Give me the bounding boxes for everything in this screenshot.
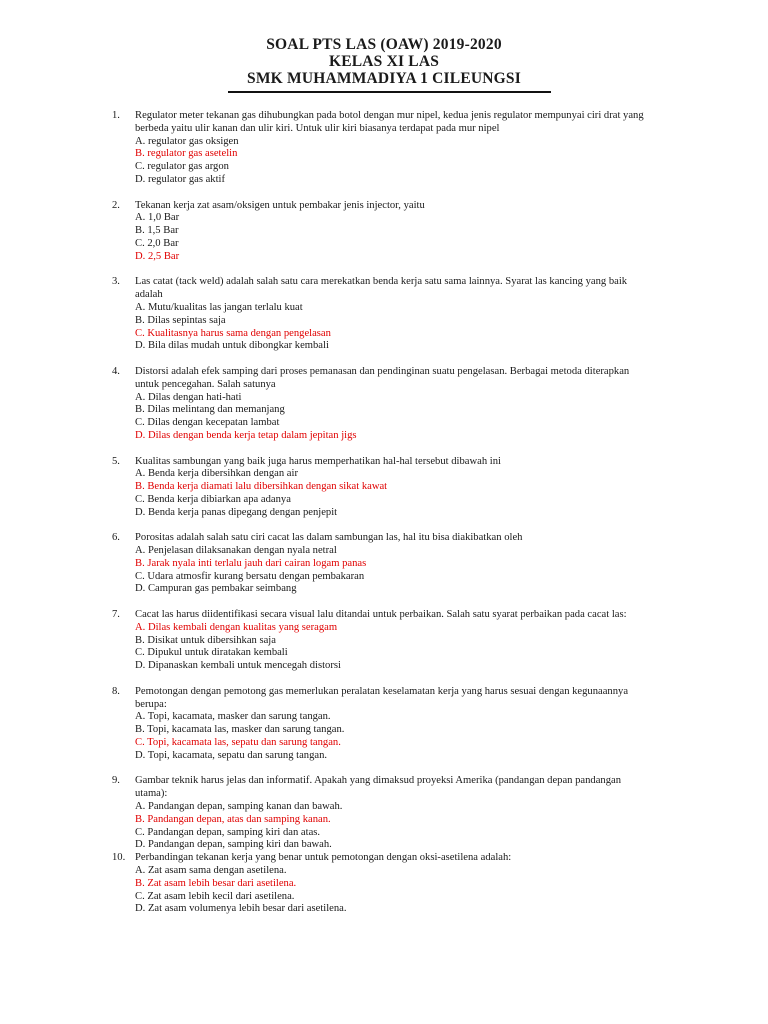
- answer-option-correct: B. regulator gas asetelin: [135, 148, 238, 160]
- question-stem: Las catat (tack weld) adalah salah satu cara merekatkan benda kerja satu sama lainnya. Syarat las kancing yang baik adalah: [135, 276, 628, 301]
- answer-option: B. 1,5 Bar: [135, 225, 179, 237]
- question-stem: Regulator meter tekanan gas dihubungkan pada botol dengan mur nipel, kedua jenis regulator mempunyai ciri drat yang berbeda yaitu ulir kanan dan ulir kiri. Untuk ulir kiri biasanya terdapat pada mur nipel: [135, 110, 644, 134]
- answer-option: B. Topi, kacamata las, masker dan sarung tangan.: [135, 724, 345, 736]
- answer-option: C. Dipukul untuk diratakan kembali: [135, 647, 288, 659]
- answer-option: C. Benda kerja dibiarkan apa adanya: [135, 493, 291, 505]
- question-spacer: [0, 187, 768, 200]
- question-stem: Perbandingan tekanan kerja yang benar untuk pemotongan dengan oksi-asetilena adalah:: [135, 852, 512, 864]
- question-stem: Kualitas sambungan yang baik juga harus memperhatikan hal-hal tersebut dibawah ini: [135, 455, 501, 467]
- answer-option: D. Topi, kacamata, sepatu dan sarung tangan.: [135, 749, 328, 761]
- question-spacer: [0, 763, 768, 776]
- answer-option-correct: D. 2,5 Bar: [135, 250, 180, 262]
- answer-option-correct: A. Dilas kembali dengan kualitas yang seragam: [135, 621, 338, 633]
- question-number: 7.: [112, 609, 120, 621]
- question-list: [0, 110, 768, 916]
- header-divider: [228, 91, 551, 93]
- question-1: [0, 110, 768, 187]
- answer-option-correct: B. Pandangan depan, atas dan samping kanan.: [135, 813, 331, 825]
- answer-option: D. Campuran gas pembakar seimbang: [135, 583, 297, 595]
- answer-option-correct: D. Dilas dengan benda kerja tetap dalam jepitan jigs: [135, 429, 357, 441]
- question-6: [0, 532, 768, 596]
- question-spacer: [0, 596, 768, 609]
- question-number: 5.: [112, 455, 120, 467]
- question-stem: Distorsi adalah efek samping dari proses pemanasan dan pendinginan suatu pengelasan. Berbagai metoda diterapkan untuk pencegahan. Salah satunya: [135, 365, 630, 390]
- answer-option-correct: B. Jarak nyala inti terlalu jauh dari cairan logam panas: [135, 557, 367, 569]
- answer-option: D. Benda kerja panas dipegang dengan penjepit: [135, 506, 338, 518]
- answer-option: D. regulator gas aktif: [135, 173, 226, 185]
- answer-option: B. Dilas melintang dan memanjang: [135, 404, 285, 416]
- question-number: 10.: [112, 852, 126, 864]
- question-10: [0, 852, 768, 916]
- answer-option: D. Bila dilas mudah untuk dibongkar kembali: [135, 340, 329, 352]
- question-number: 2.: [112, 199, 120, 211]
- question-4: [0, 366, 768, 443]
- answer-option: C. regulator gas argon: [135, 161, 229, 173]
- answer-option: C. Udara atmosfir kurang bersatu dengan pembakaran: [135, 570, 365, 582]
- answer-option: C. Dilas dengan kecepatan lambat: [135, 417, 280, 429]
- question-number: 6.: [112, 532, 120, 544]
- answer-option: A. Benda kerja dibersihkan dengan air: [135, 468, 298, 480]
- answer-option-correct: C. Topi, kacamata las, sepatu dan sarung tangan.: [135, 737, 341, 749]
- question-stem: Tekanan kerja zat asam/oksigen untuk pembakar jenis injector, yaitu: [135, 199, 425, 211]
- question-stem: Pemotongan dengan pemotong gas memerlukan peralatan keselamatan kerja yang harus sesuai dengan kegunaannya berupa:: [135, 685, 629, 710]
- document-header: [0, 36, 768, 87]
- question-7: [0, 609, 768, 673]
- answer-option-correct: C. Kualitasnya harus sama dengan pengelasan: [135, 327, 331, 339]
- answer-option: A. Zat asam sama dengan asetilena.: [135, 865, 287, 877]
- question-stem: Gambar teknik harus jelas dan informatif. Apakah yang dimaksud proyeksi Amerika (pandangan depan pandangan utama):: [135, 775, 621, 800]
- answer-option: A. Dilas dengan hati-hati: [135, 391, 242, 403]
- answer-option: B. Disikat untuk dibersihkan saja: [135, 634, 276, 646]
- question-number: 3.: [112, 276, 120, 288]
- question-spacer: [0, 264, 768, 277]
- question-spacer: [0, 443, 768, 456]
- answer-option: C. Zat asam lebih kecil dari asetilena.: [135, 890, 295, 902]
- answer-option: A. Topi, kacamata, masker dan sarung tangan.: [135, 711, 331, 723]
- title-line-3: SMK MUHAMMADIYA 1 CILEUNGSI: [247, 70, 521, 87]
- title-line-2: KELAS XI LAS: [328, 53, 440, 70]
- question-8: [0, 686, 768, 763]
- answer-option: C. 2,0 Bar: [135, 237, 179, 249]
- answer-option: D. Pandangan depan, samping kiri dan bawah.: [135, 839, 332, 851]
- answer-option: D. Zat asam volumenya lebih besar dari asetilena.: [135, 903, 347, 915]
- answer-option: A. Mutu/kualitas las jangan terlalu kuat: [135, 301, 303, 313]
- answer-option-correct: B. Benda kerja diamati lalu dibersihkan dengan sikat kawat: [135, 481, 388, 493]
- question-5: [0, 456, 768, 520]
- answer-option-correct: B. Zat asam lebih besar dari asetilena.: [135, 877, 297, 889]
- answer-option: A. Penjelasan dilaksanakan dengan nyala netral: [135, 545, 337, 557]
- title-line-1: SOAL PTS LAS (OAW) 2019-2020: [266, 36, 502, 53]
- question-spacer: [0, 520, 768, 533]
- question-number: 8.: [112, 685, 120, 697]
- question-number: 9.: [112, 775, 120, 787]
- answer-option: A. 1,0 Bar: [135, 212, 180, 224]
- question-number: 4.: [112, 365, 120, 377]
- question-stem: Porositas adalah salah satu ciri cacat las dalam sambungan las, hal itu bisa diakibatkan oleh: [135, 532, 523, 544]
- answer-option: A. Pandangan depan, samping kanan dan bawah.: [135, 801, 343, 813]
- question-3: [0, 276, 768, 353]
- question-9: [0, 775, 768, 852]
- answer-option: A. regulator gas oksigen: [135, 135, 239, 147]
- question-2: [0, 200, 768, 264]
- answer-option: B. Dilas sepintas saja: [135, 314, 226, 326]
- question-number: 1.: [112, 110, 120, 121]
- answer-option: D. Dipanaskan kembali untuk mencegah distorsi: [135, 660, 341, 672]
- answer-option: C. Pandangan depan, samping kiri dan atas.: [135, 826, 321, 838]
- question-spacer: [0, 353, 768, 366]
- question-spacer: [0, 673, 768, 686]
- question-stem: Cacat las harus diidentifikasi secara visual lalu ditandai untuk perbaikan. Salah satu syarat perbaikan pada cacat las:: [135, 609, 627, 621]
